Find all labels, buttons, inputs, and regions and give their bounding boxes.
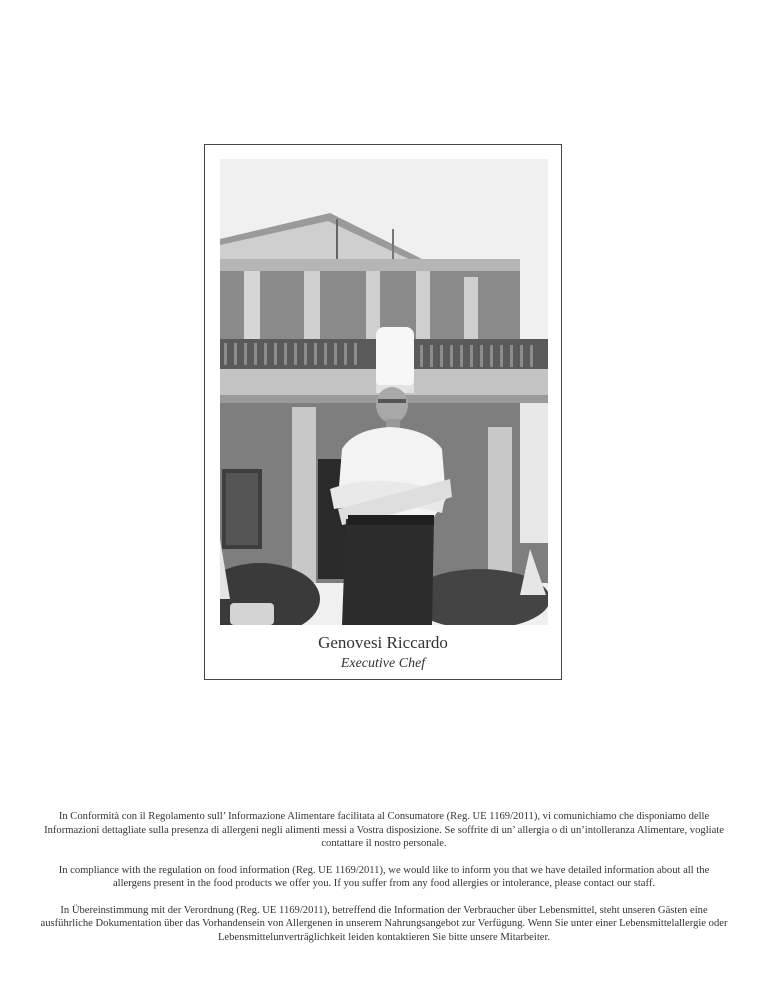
chef-photo [220,159,548,625]
notice-english: In compliance with the regulation on food information (Reg. UE 1169/2011), we would like to inform you that we have detailed information about all the allergens present in the food products we offer you. If you suffer from any food allergies or intolerance, please contact our staff. [58,864,710,889]
chef-role: Executive Chef [340,656,426,671]
chef-card [204,144,562,680]
chef-name: Genovesi Riccardo [318,633,448,652]
notice-german: In Übereinstimmung mit der Verordnung (Reg. UE 1169/2011), betreffend die Information der Verbraucher über Lebensmittel, steht unseren Gästen eine ausführliche Dokumentation über das Vorhandensein von Allergenen in unserem Nahrungsangebot zur Verfügung. Wenn Sie unter einer Lebensmittelallergie oder Lebensmittelunverträglichkeit leiden kontaktieren Sie bitte unsere Mitarbeiter. [40,904,728,943]
notice-italian: In Conformità con il Regolamento sull’ Informazione Alimentare facilitata al Consumatore (Reg. UE 1169/2011), vi comunichiamo che disponiamo delle Informazioni dettagliate sulla presenza di allergeni negli alimenti messi a Vostra disposizione. Se soffrite di un’ allergia o di un’intolleranza Alimentare, vogliate contattare il nostro personale. [44,811,724,849]
allergen-notices [40,810,728,957]
